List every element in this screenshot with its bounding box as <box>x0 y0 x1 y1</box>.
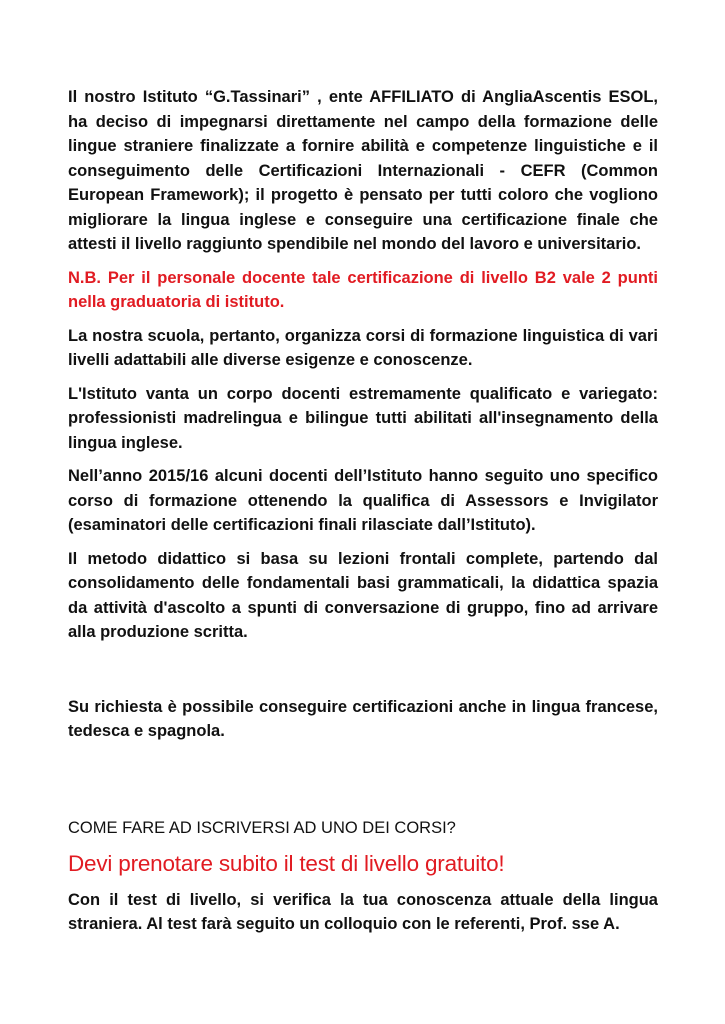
assessors-paragraph: Nell’anno 2015/16 alcuni docenti dell’Istituto hanno seguito uno specifico corso di formazione ottenendo la qualifica di Assessors e Invigilator (esaminatori delle certificazioni finali rilasciate dall’Istituto). <box>68 467 658 534</box>
intro-paragraph: Il nostro Istituto “G.Tassinari” , ente AFFILIATO di AngliaAscentis ESOL, ha deciso di impegnarsi direttamente nel campo della formazione delle lingue straniere finalizzate a fornire abilità e competenze linguistiche e il conseguimento delle Certificazioni Internazionali - CEFR (Common European Framework); il progetto è pensato per tutti coloro che vogliono migliorare la lingua inglese e conseguire una certificazione finale che attesti il livello raggiunto spendibile nel mondo del lavoro e universitario. <box>68 88 658 253</box>
method-paragraph: Il metodo didattico si basa su lezioni frontali complete, partendo dal consolidamento delle fondamentali basi grammaticali, la didattica spazia da attività d'ascolto a spunti di conversazione di gruppo, fino ad arrivare alla produzione scritta. <box>68 549 658 641</box>
other-languages-paragraph: Su richiesta è possibile conseguire certificazioni anche in lingua francese, tedesca e spagnola. <box>68 697 658 740</box>
call-to-action-heading: Devi prenotare subito il test di livello gratuito! <box>68 850 505 876</box>
teachers-paragraph: L'Istituto vanta un corpo docenti estremamente qualificato e variegato: professionisti madrelingua e bilingue tutti abilitati all'insegnamento della lingua inglese. <box>68 384 658 452</box>
enroll-question-heading: COME FARE AD ISCRIVERSI AD UNO DEI CORSI? <box>68 818 456 837</box>
note-paragraph: N.B. Per il personale docente tale certificazione di livello B2 vale 2 punti nella graduatoria di istituto. <box>68 268 658 311</box>
courses-paragraph: La nostra scuola, pertanto, organizza corsi di formazione linguistica di vari livelli adattabili alle diverse esigenze e conoscenze. <box>68 326 658 369</box>
test-info-paragraph: Con il test di livello, si verifica la tua conoscenza attuale della lingua straniera. Al test farà seguito un colloquio con le referenti, Prof. sse A. <box>68 890 658 933</box>
document-page <box>68 85 658 937</box>
